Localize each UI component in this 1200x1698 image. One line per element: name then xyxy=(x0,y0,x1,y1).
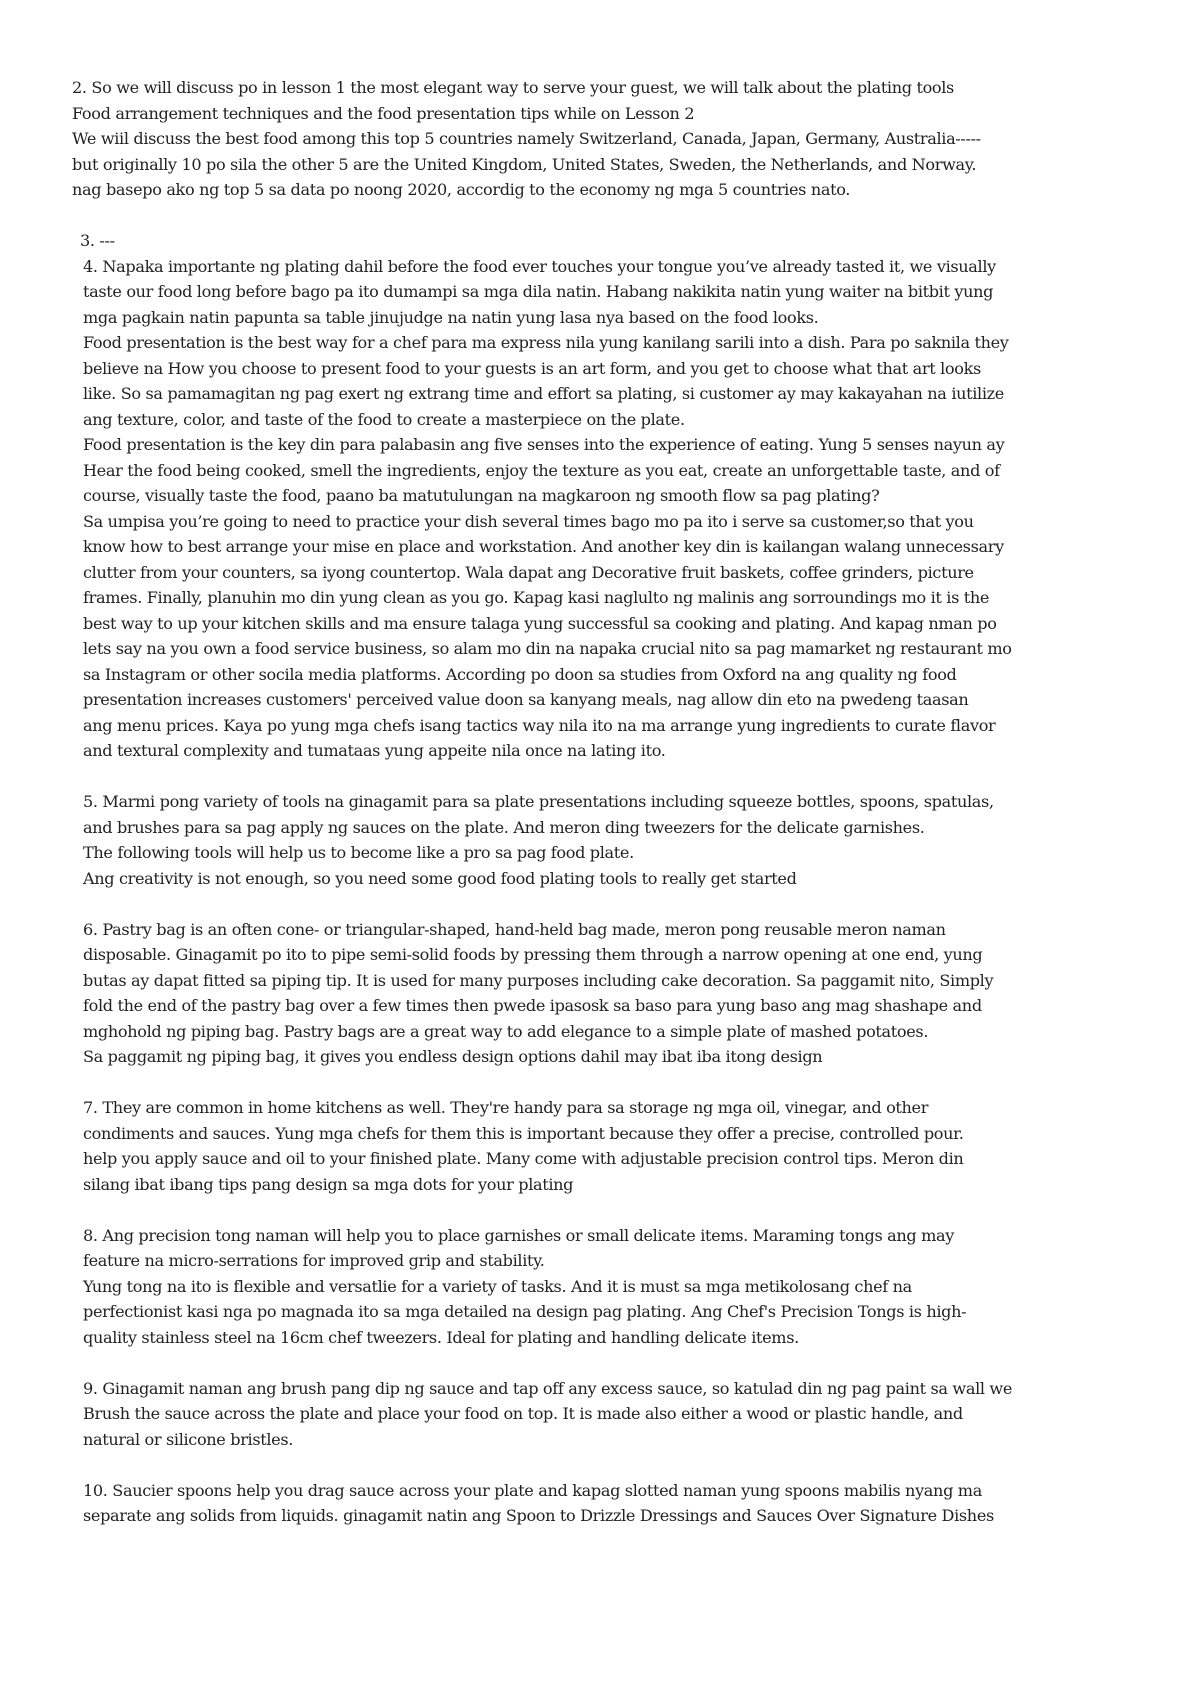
section-3-4 xyxy=(0,228,1200,764)
text-line: The following tools will help us to become like a pro sa pag food plate. xyxy=(83,843,634,862)
section-2 xyxy=(0,75,1200,203)
text-line: help you apply sauce and oil to your finished plate. Many come with adjustable precision control tips. Meron din xyxy=(83,1149,964,1168)
text-line: 6. Pastry bag is an often cone- or triangular-shaped, hand-held bag made, meron pong reusable meron naman xyxy=(83,919,946,939)
text-line: silang ibat ibang tips pang design sa mga dots for your plating xyxy=(83,1174,574,1194)
text-line: like. So sa pamamagitan ng pag exert ng extrang time and effort sa plating, si customer ay may kakayahan na iutilize xyxy=(83,384,1004,403)
text-line: Sa umpisa you’re going to need to practice your dish several times bago mo pa ito i serve sa customer,so that you xyxy=(83,511,974,531)
text-line: and brushes para sa pag apply ng sauces on the plate. And meron ding tweezers for the delicate garnishes. xyxy=(83,817,925,837)
text-line: ang texture, color, and taste of the food to create a masterpiece on the plate. xyxy=(83,409,685,429)
text-line: 9. Ginagamit naman ang brush pang dip ng sauce and tap off any excess sauce, so katulad din ng pag paint sa wall we xyxy=(83,1378,1013,1398)
text-line: separate ang solids from liquids. ginagamit natin ang Spoon to Drizzle Dressings and Sauces Over Signature Dishes xyxy=(83,1506,994,1525)
text-line: Ang creativity is not enough, so you need some good food plating tools to really get started xyxy=(83,868,797,888)
text-line: natural or silicone bristles. xyxy=(83,1429,294,1449)
text-line: clutter from your counters, sa iyong countertop. Wala dapat ang Decorative fruit baskets, coffee grinders, picture xyxy=(83,562,974,582)
text-line: Food arrangement techniques and the food presentation tips while on Lesson 2 xyxy=(72,103,695,123)
text-line: know how to best arrange your mise en place and workstation. And another key din is kailangan walang unnecessary xyxy=(83,537,1004,556)
section-6 xyxy=(0,917,1200,1070)
text-line: course, visually taste the food, paano ba matutulungan na magkaroon ng smooth flow sa pag plating? xyxy=(83,486,880,505)
text-line: 2. So we will discuss po in lesson 1 the most elegant way to serve your guest, we will talk about the plating tools xyxy=(72,78,954,97)
text-line: disposable. Ginagamit po ito to pipe semi-solid foods by pressing them through a narrow opening at one end, yung xyxy=(83,945,983,964)
text-line: 10. Saucier spoons help you drag sauce across your plate and kapag slotted naman yung spoons mabilis nyang ma xyxy=(83,1480,982,1500)
text-line: 7. They are common in home kitchens as well. They're handy para sa storage ng mga oil, vinegar, and other xyxy=(83,1098,929,1117)
text-line: but originally 10 po sila the other 5 are the United Kingdom, United States, Sweden, the Netherlands, and Norway. xyxy=(72,154,977,174)
text-line: lets say na you own a food service business, so alam mo din na napaka crucial nito sa pag mamarket ng restaurant mo xyxy=(83,639,1012,658)
text-line: condiments and sauces. Yung mga chefs for them this is important because they offer a precise, controlled pour. xyxy=(83,1123,964,1143)
text-line: fold the end of the pastry bag over a few times then pwede ipasosk sa baso para yung baso ang mag shashape and xyxy=(83,996,982,1015)
text-line: 4. Napaka importante ng plating dahil before the food ever touches your tongue you’ve already tasted it, we visually xyxy=(83,256,996,276)
text-line: butas ay dapat fitted sa piping tip. It is used for many purposes including cake decoration. Sa paggamit nito, Simply xyxy=(83,970,994,990)
text-line: ang menu prices. Kaya po yung mga chefs isang tactics way nila ito na ma arrange yung ingredients to curate flavor xyxy=(83,715,996,735)
section-5 xyxy=(0,789,1200,891)
section-7 xyxy=(0,1095,1200,1197)
text-line: Food presentation is the key din para palabasin ang five senses into the experience of eating. Yung 5 senses nayun ay xyxy=(83,435,1005,454)
text-line: taste our food long before bago pa ito dumampi sa mga dila natin. Habang nakikita natin yung waiter na bitbit yung xyxy=(83,282,994,301)
text-line: frames. Finally, planuhin mo din yung clean as you go. Kapag kasi naglulto ng malinis ang sorroundings mo it is the xyxy=(83,588,990,607)
text-line: Yung tong na ito is flexible and versatlie for a variety of tasks. And it is must sa mga metikolosang chef na xyxy=(83,1276,912,1296)
text-line: quality stainless steel na 16cm chef tweezers. Ideal for plating and handling delicate items. xyxy=(83,1327,799,1347)
section-10 xyxy=(0,1478,1200,1529)
text-line: Hear the food being cooked, smell the ingredients, enjoy the texture as you eat, create an unforgettable taste, and of xyxy=(83,460,1000,480)
text-line: perfectionist kasi nga po magnada ito sa mga detailed na design pag plating. Ang Chef's Precision Tongs is high- xyxy=(83,1302,967,1321)
text-line: Sa paggamit ng piping bag, it gives you endless design options dahil may ibat iba itong design xyxy=(83,1047,823,1066)
text-line: believe na How you choose to present food to your guests is an art form, and you get to choose what that art looks xyxy=(83,358,981,378)
text-line: We wiil discuss the best food among this top 5 countries namely Switzerland, Canada, Japan, Germany, Australia----- xyxy=(72,129,981,148)
text-line: 5. Marmi pong variety of tools na ginagamit para sa plate presentations including squeeze bottles, spoons, spatulas, xyxy=(83,792,994,811)
text-line: and textural complexity and tumataas yung appeite nila once na lating ito. xyxy=(83,741,666,760)
text-line: Brush the sauce across the plate and place your food on top. It is made also either a wood or plastic handle, and xyxy=(83,1404,963,1423)
text-line: mga pagkain natin papunta sa table jinujudge na natin yung lasa nya based on the food looks. xyxy=(83,307,819,327)
text-line: Food presentation is the best way for a chef para ma express nila yung kanilang sarili into a dish. Para po saknila they xyxy=(83,333,1009,352)
section-9 xyxy=(0,1376,1200,1453)
text-line: nag basepo ako ng top 5 sa data po noong 2020, accordig to the economy ng mga 5 countries nato. xyxy=(72,180,851,199)
text-line: best way to up your kitchen skills and ma ensure talaga yung successful sa cooking and plating. And kapag nman po xyxy=(83,613,997,633)
text-line: 8. Ang precision tong naman will help you to place garnishes or small delicate items. Maraming tongs ang may xyxy=(83,1225,955,1245)
text-line: 3. --- xyxy=(80,231,115,250)
text-line: mghohold ng piping bag. Pastry bags are a great way to add elegance to a simple plate of mashed potatoes. xyxy=(83,1021,929,1041)
text-line: sa Instagram or other socila media platforms. According po doon sa studies from Oxford na ang quality ng food xyxy=(83,664,957,684)
text-line: presentation increases customers' perceived value doon sa kanyang meals, nag allow din eto na pwedeng taasan xyxy=(83,690,969,709)
section-8 xyxy=(0,1223,1200,1351)
text-line: feature na micro-serrations for improved grip and stability. xyxy=(83,1251,545,1270)
